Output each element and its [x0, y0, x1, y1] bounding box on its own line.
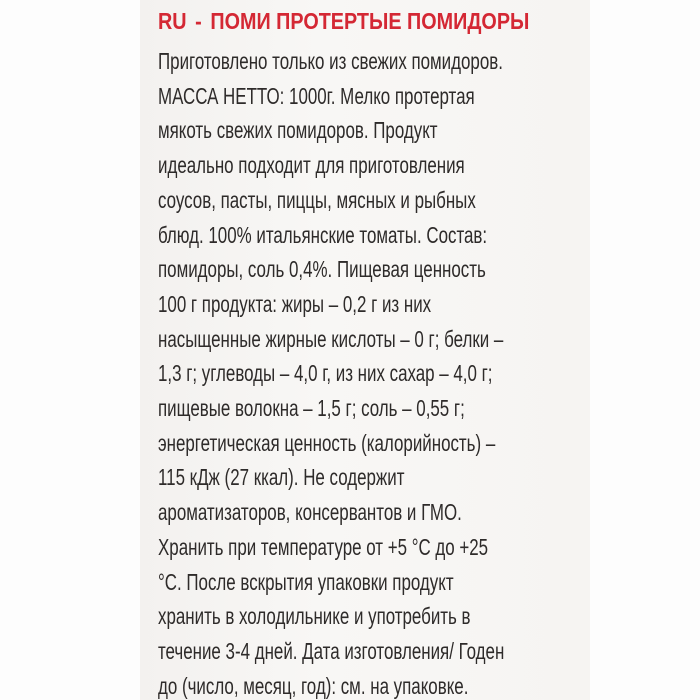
- text-line: МАССА НЕТТО: 1000г. Мелко протертая: [158, 82, 475, 109]
- text-line: идеально подходит для приготовления: [158, 152, 465, 179]
- text-line: ароматизаторов, консервантов и ГМО.: [158, 499, 462, 526]
- text-line: 1,3 г; углеводы – 4,0 г, из них сахар – 4,0 г;: [158, 360, 493, 387]
- text-line: °С. После вскрытия упаковки продукт: [158, 568, 454, 595]
- text-line: Приготовлено только из свежих помидоров.: [158, 48, 503, 74]
- text-line: насыщенные жирные кислоты – 0 г; белки –: [158, 325, 504, 352]
- text-line: течение 3-4 дней. Дата изготовления/ Годен: [158, 637, 505, 664]
- text-line: соусов, пасты, пиццы, мясных и рыбных: [158, 186, 476, 213]
- product-title: [158, 8, 529, 35]
- text-line: до (число, месяц, год): см. на упаковке.: [158, 672, 469, 699]
- text-line: 115 кДж (27 ккал). Не содержит: [158, 464, 405, 491]
- text-line: энергетическая ценность (калорийность) –: [158, 429, 496, 456]
- title-dash: -: [195, 8, 202, 34]
- language-code: RU: [158, 8, 187, 34]
- text-line: пищевые волокна – 1,5 г; соль – 0,55 г;: [158, 395, 465, 422]
- text-line: 100 г продукта: жиры – 0,2 г из них: [158, 290, 432, 317]
- text-line: мякоть свежих помидоров. Продукт: [158, 117, 438, 144]
- text-line: помидоры, соль 0,4%. Пищевая ценность: [158, 256, 486, 283]
- text-line: Хранить при температуре от +5 °С до +25: [158, 533, 489, 560]
- product-description: [158, 44, 604, 700]
- text-line: хранить в холодильнике и употребить в: [158, 603, 471, 630]
- text-line: блюд. 100% итальянские томаты. Состав:: [158, 221, 488, 248]
- product-name: ПОМИ ПРОТЕРТЫЕ ПОМИДОРЫ: [210, 8, 530, 34]
